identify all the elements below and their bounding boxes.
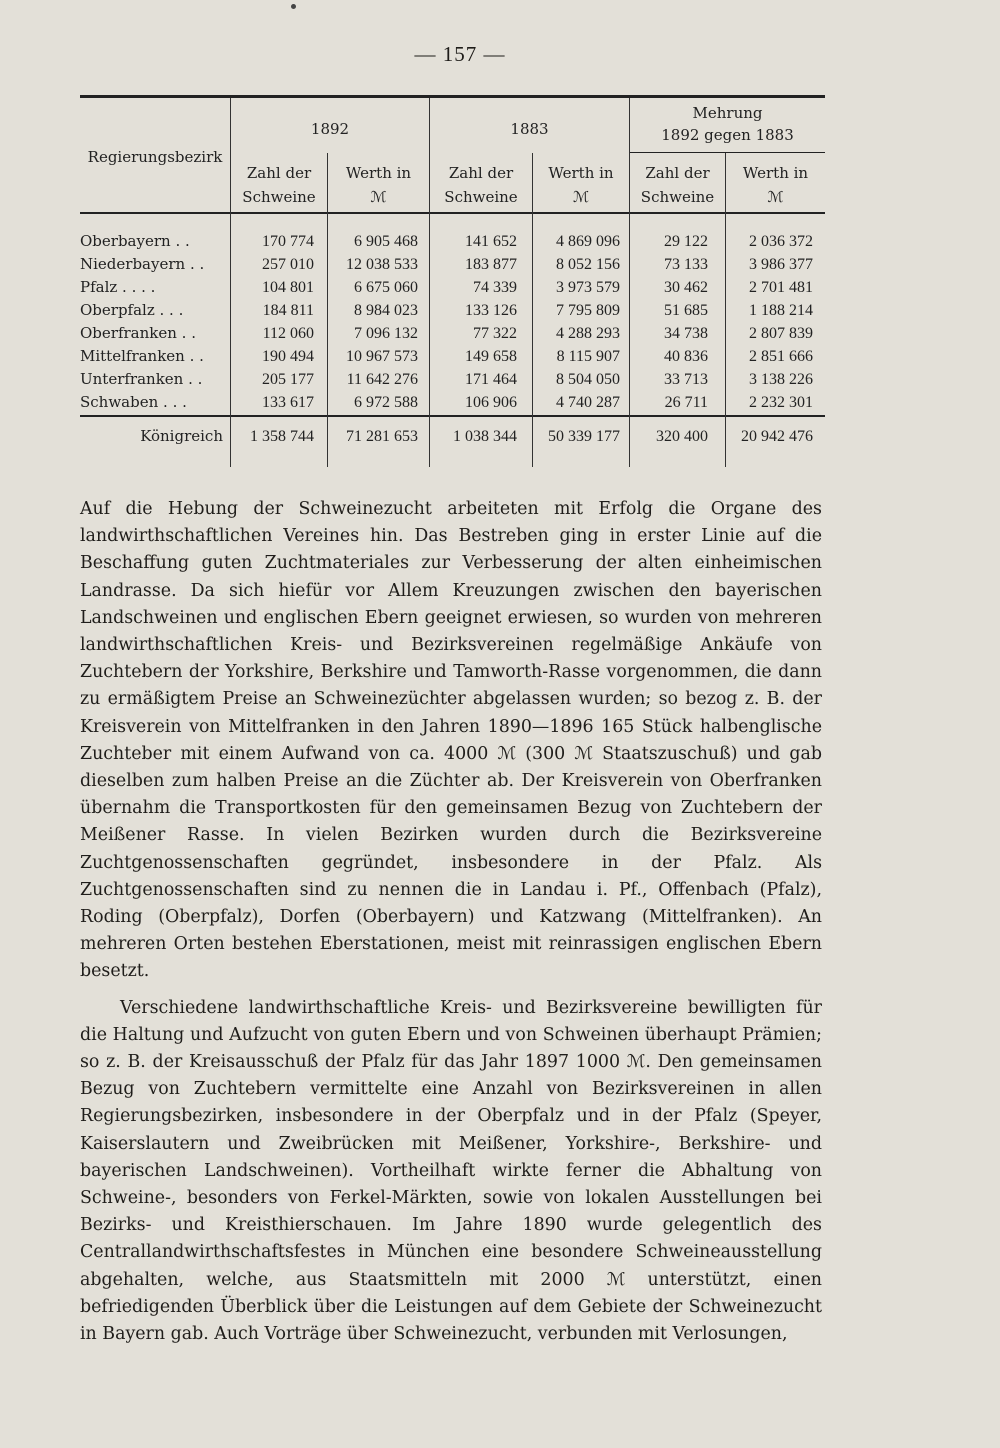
year-1892-header: 1892 (310, 120, 350, 138)
total-separator-rule (80, 415, 825, 417)
count-1883: 133 126 (465, 302, 517, 319)
count-1892: 112 060 (262, 325, 314, 342)
value-1892: 12 038 533 (346, 256, 418, 273)
year-1883-header: 1883 (510, 120, 549, 138)
value-1883: 4 869 096 (556, 233, 620, 250)
region-column-header: Regierungsbezirk (87, 148, 223, 166)
value-header-line2: ℳ (767, 188, 784, 206)
region-name: Unterfranken . . (80, 370, 203, 388)
statistics-table (80, 95, 825, 467)
region-name: Pfalz . . . . (80, 278, 156, 296)
count-header-line2: Schweine (444, 188, 518, 206)
count-header-line1: Zahl der (448, 164, 514, 182)
value-increase: 2 851 666 (749, 348, 813, 365)
count-1883: 141 652 (465, 233, 517, 250)
increase-header-line1: Mehrung (692, 104, 763, 122)
value-increase: 3 986 377 (749, 256, 813, 273)
count-header-1883 (430, 161, 532, 209)
value-header-increase (726, 161, 825, 209)
count-header-increase (630, 161, 725, 209)
group-header-rule (630, 152, 825, 153)
count-increase: 51 685 (664, 302, 708, 319)
header-bottom-rule (80, 212, 825, 214)
count-increase: 34 738 (664, 325, 708, 342)
value-1883: 4 740 287 (556, 394, 620, 411)
value-1883: 4 288 293 (556, 325, 620, 342)
value-header-1883 (533, 161, 629, 209)
page-number: — 157 — (414, 42, 506, 66)
value-1883: 7 795 809 (556, 302, 620, 319)
value-header-line1: Werth in (345, 164, 412, 182)
value-header-1892 (328, 161, 429, 209)
value-1892: 6 972 588 (354, 394, 418, 411)
total-label: Königreich (140, 427, 223, 445)
count-1892: 104 801 (262, 279, 314, 296)
count-increase: 40 836 (664, 348, 708, 365)
region-name: Mittelfranken . . (80, 347, 204, 365)
count-header-line2: Schweine (242, 188, 316, 206)
region-name: Oberpfalz . . . (80, 301, 184, 319)
total-count-1892: 1 358 744 (250, 428, 314, 445)
value-increase: 3 138 226 (749, 371, 813, 388)
count-1892: 133 617 (262, 394, 314, 411)
ink-speck (291, 4, 296, 9)
count-header-line1: Zahl der (645, 164, 710, 182)
total-count-1883: 1 038 344 (453, 428, 517, 445)
count-1892: 257 010 (262, 256, 314, 273)
count-header-line1: Zahl der (246, 164, 312, 182)
count-increase: 33 713 (664, 371, 708, 388)
count-1883: 183 877 (465, 256, 517, 273)
total-value-1883: 50 339 177 (548, 428, 620, 445)
total-count-increase: 320 400 (656, 428, 708, 445)
count-increase: 73 133 (664, 256, 708, 273)
value-header-line2: ℳ (572, 188, 590, 206)
count-1892: 170 774 (262, 233, 314, 250)
region-name: Schwaben . . . (80, 393, 187, 411)
count-1892: 205 177 (262, 371, 314, 388)
value-1892: 11 642 276 (346, 371, 418, 388)
value-increase: 2 232 301 (749, 394, 813, 411)
value-header-line1: Werth in (548, 164, 614, 182)
region-name: Oberfranken . . (80, 324, 196, 342)
count-1883: 149 658 (465, 348, 517, 365)
body-text (80, 496, 822, 1348)
count-1883: 171 464 (465, 371, 517, 388)
region-name: Oberbayern . . (80, 232, 190, 250)
value-1883: 8 115 907 (556, 348, 620, 365)
count-1883: 77 322 (473, 325, 517, 342)
value-increase: 2 807 839 (749, 325, 813, 342)
count-1883: 74 339 (473, 279, 517, 296)
value-1892: 6 905 468 (354, 233, 418, 250)
value-header-line1: Werth in (742, 164, 809, 182)
count-1892: 184 811 (262, 302, 314, 319)
value-1883: 8 052 156 (556, 256, 620, 273)
paragraph: Verschiedene landwirthschaftliche Kreis- und Bezirksvereine bewilligten für die Haltung und Aufzucht von guten Ebern und von Schweinen überhaupt Prämien; so z. B. der Kreisausschuß der Pfalz für das Jahr 1897 1000 ℳ. Den gemeinsamen Bezug von Zuchtebern vermittelte eine Anzahl von Bezirksvereinen in allen Regierungsbezirken, insbesondere in der Oberpfalz und in der Pfalz (Speyer, Kaiserslautern und Zweibrücken mit Meißener, Yorkshire-, Berkshire- und bayerischen Landschweinen). Vortheilhaft wirkte ferner die Abhaltung von Schweine-, besonders von Ferkel-Märkten, sowie von lokalen Ausstellungen bei Bezirks- und Kreisthierschauen. Im Jahre 1890 wurde gelegentlich des Centrallandwirthschaftsfestes in München eine besondere Schweineausstellung abgehalten, welche, aus Staatsmitteln mit 2000 ℳ unterstützt, einen befriedigenden Überblick über die Leistungen auf dem Gebiete der Schweinezucht in Bayern gab. Auch Vorträge über Schweinezucht, verbunden mit Verlosungen, (80, 997, 822, 1345)
count-increase: 29 122 (664, 233, 708, 250)
value-1892: 7 096 132 (354, 325, 418, 342)
paragraph: Auf die Hebung der Schweinezucht arbeiteten mit Erfolg die Organe des landwirthschaftlichen Vereines hin. Das Bestreben ging in erster Linie auf die Beschaffung guten Zuchtmateriales zur Verbesserung der alten einheimischen Landrasse. Da sich hiefür vor Allem Kreuzungen zwischen den bayerischen Landschweinen und englischen Ebern geeignet erwiesen, so wurden von mehreren landwirthschaftlichen Kreis- und Bezirksvereinen regelmäßige Ankäufe von Zuchtebern der Yorkshire, Berkshire und Tamworth-Rasse vorgenommen, die dann zu ermäßigtem Preise an Schweinezüchter abgelassen wurden; so bezog z. B. der Kreisverein von Mittelfranken in den Jahren 1890—1896 165 Stück halbenglische Zuchteber mit einem Aufwand von ca. 4000 ℳ (300 ℳ Staatszuschuß) und gab dieselben zum halben Preise an die Züchter ab. Der Kreisverein von Oberfranken übernahm die Transportkosten für den gemeinsamen Bezug von Zuchtebern der Meißener Rasse. In vielen Bezirken wurden durch die Bezirksvereine Zuchtgenossenschaften gegründet, insbesondere in der Pfalz. Als Zuchtgenossenschaften sind zu nennen die in Landau i. Pf., Offenbach (Pfalz), Roding (Oberpfalz), Dorfen (Oberbayern) und Katzwang (Mittelfranken). An mehreren Orten bestehen Eberstationen, meist mit reinrassigen englischen Ebern besetzt. (80, 499, 822, 982)
value-header-line2: ℳ (370, 188, 387, 206)
value-increase: 1 188 214 (749, 302, 813, 319)
count-header-line2: Schweine (640, 188, 715, 206)
count-1883: 106 906 (465, 394, 517, 411)
total-value-increase: 20 942 476 (741, 428, 813, 445)
value-increase: 2 701 481 (749, 279, 813, 296)
value-1883: 3 973 579 (556, 279, 620, 296)
value-1892: 8 984 023 (354, 302, 418, 319)
region-name: Niederbayern . . (80, 255, 205, 273)
total-value-1892: 71 281 653 (346, 428, 418, 445)
count-header-1892 (231, 161, 327, 209)
count-increase: 30 462 (664, 279, 708, 296)
value-1883: 8 504 050 (556, 371, 620, 388)
value-increase: 2 036 372 (749, 233, 813, 250)
value-1892: 6 675 060 (354, 279, 418, 296)
table-top-rule (80, 95, 825, 98)
increase-header-line2: 1892 gegen 1883 (661, 126, 794, 144)
value-1892: 10 967 573 (346, 348, 418, 365)
count-1892: 190 494 (262, 348, 314, 365)
count-increase: 26 711 (664, 394, 708, 411)
